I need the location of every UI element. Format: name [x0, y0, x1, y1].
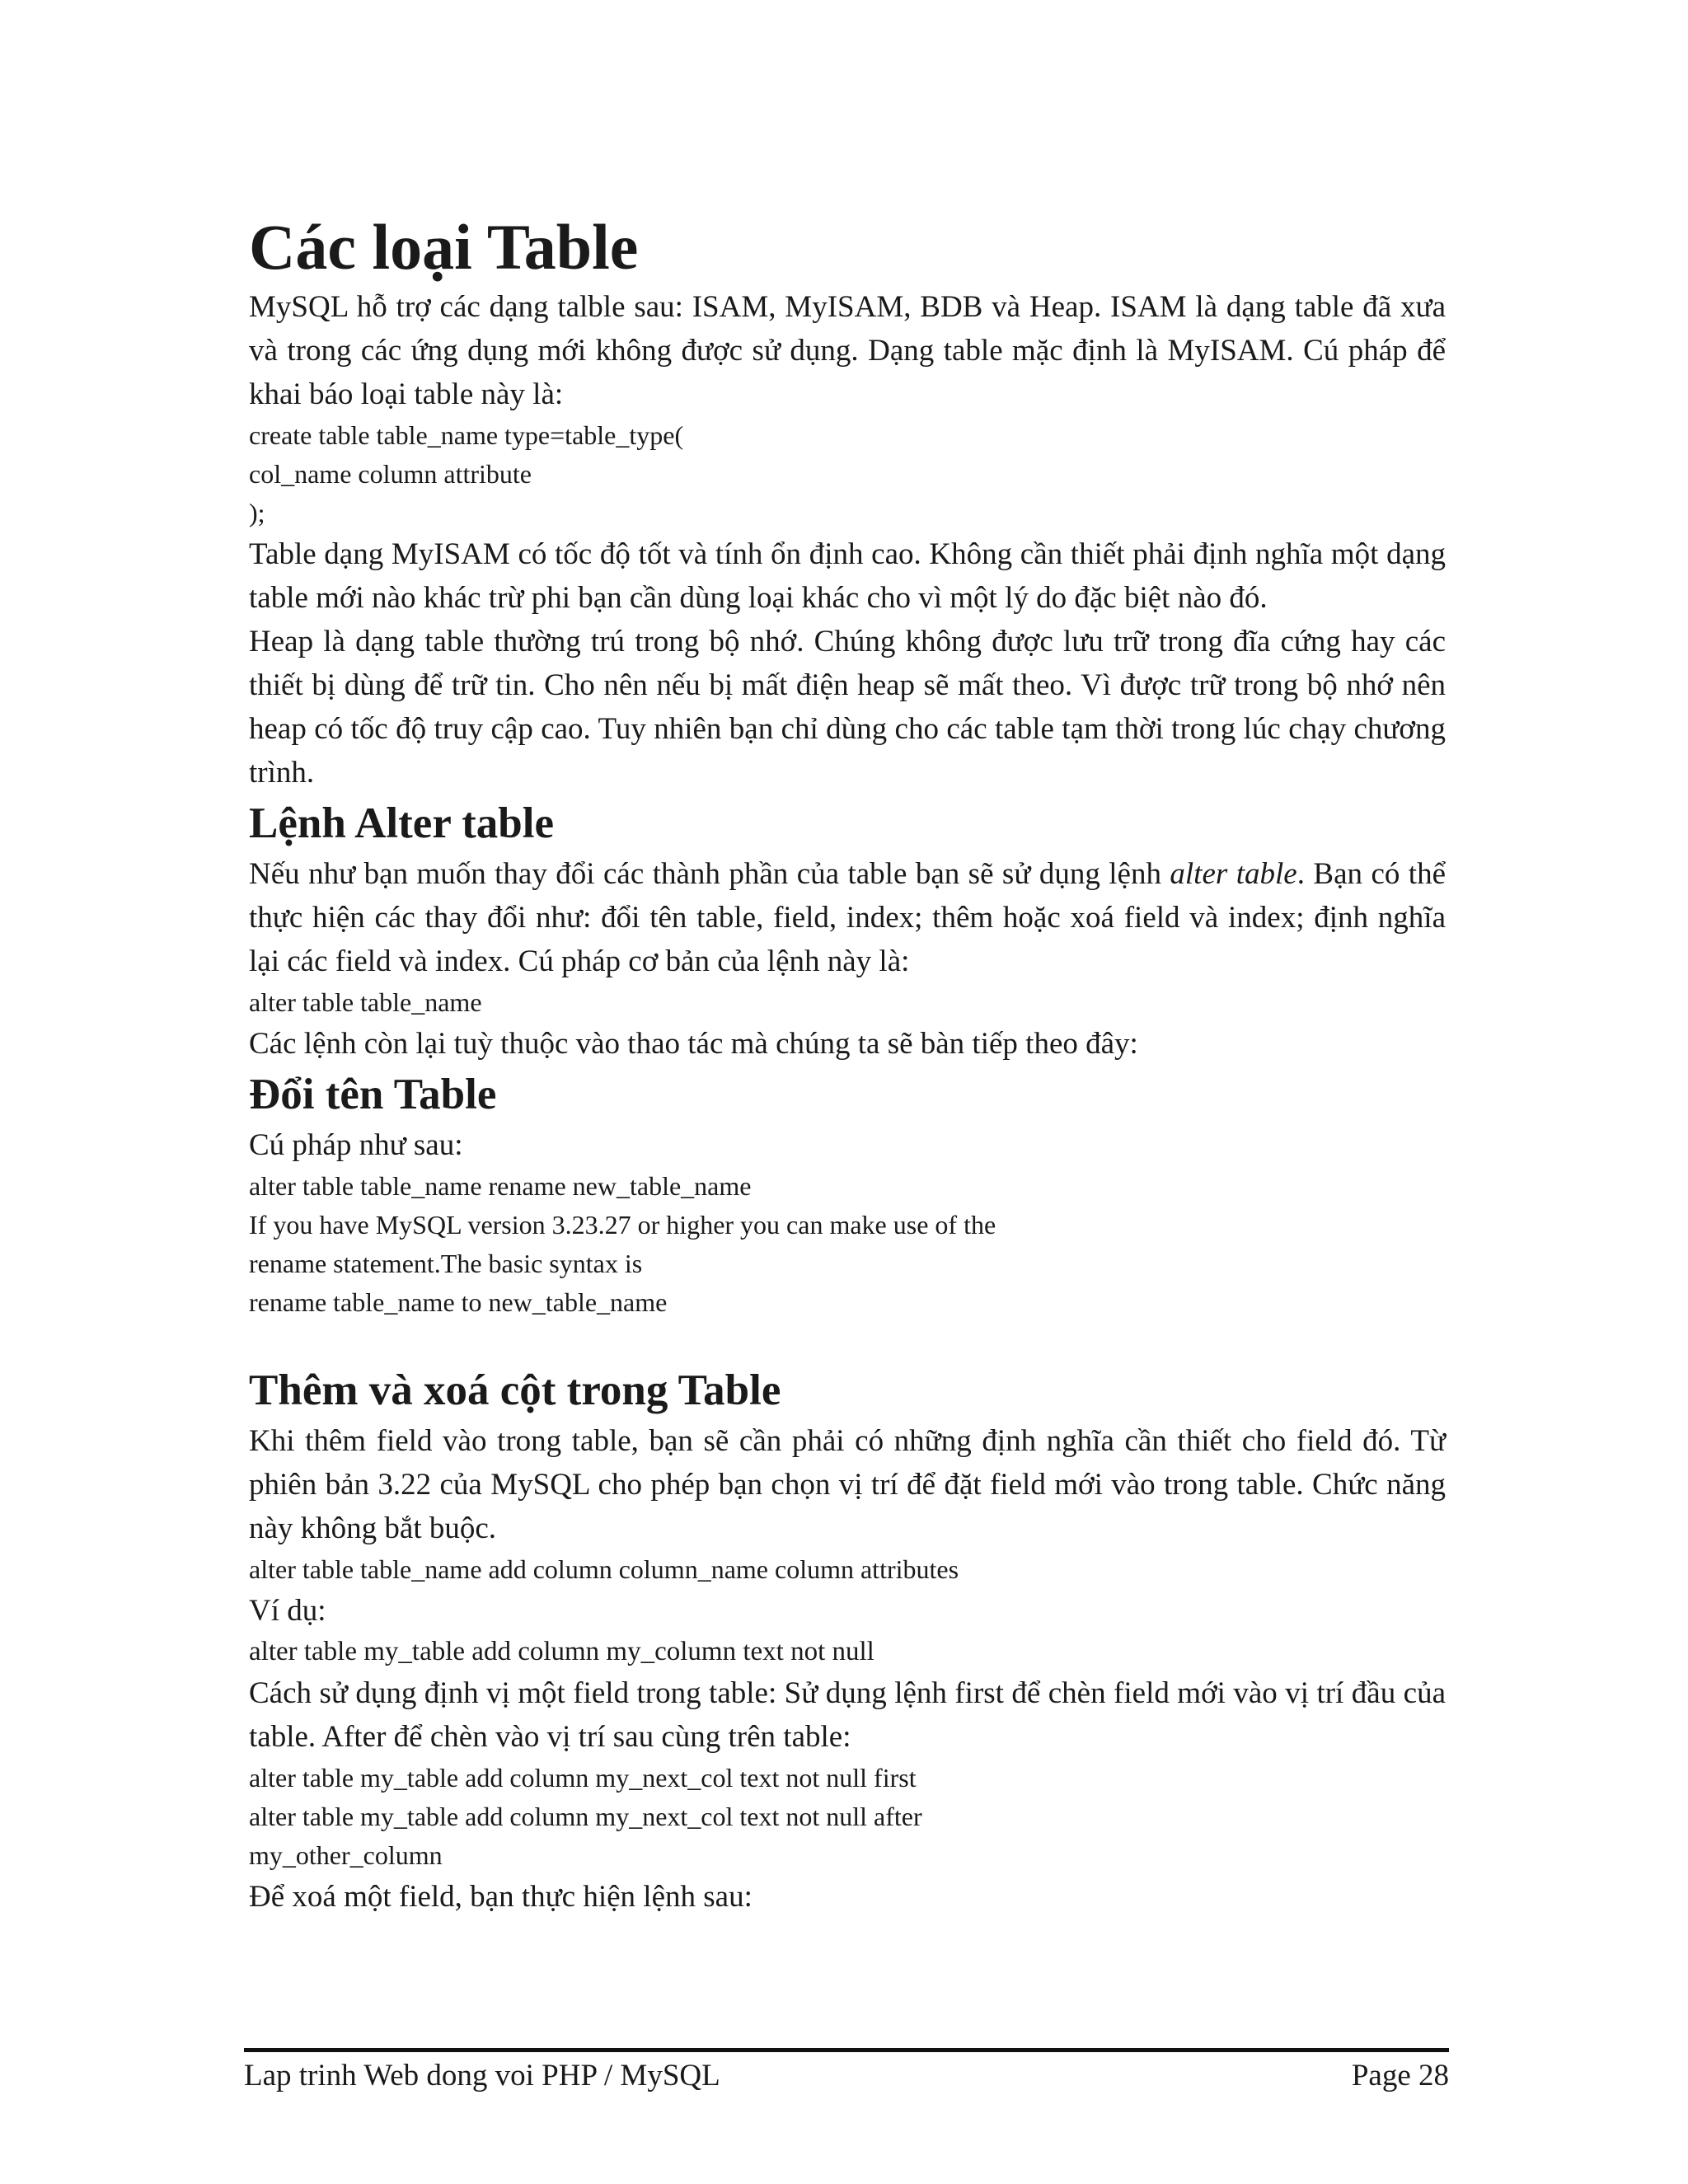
paragraph: Khi thêm field vào trong table, bạn sẽ cần phải có những định nghĩa cần thiết cho field đó. Từ phiên bản 3.22 của MySQL cho phép bạn chọn vị trí để đặt field mới vào trong table. Chức năng này không bắt buộc.: [249, 1424, 1446, 1545]
paragraph: MySQL hỗ trợ các dạng talble sau: ISAM, MyISAM, BDB và Heap. ISAM là dạng table đã xưa và trong các ứng dụng mới không được sử dụng. Dạng table mặc định là MyISAM. Cú pháp để khai báo loại table này là:: [249, 290, 1446, 411]
text-run: . Bạn có thể thực hiện các thay đổi như: đổi tên table, field, index; thêm hoặc xoá field và index; định nghĩa lại các field và index. Cú pháp cơ bản của lệnh này là:: [249, 857, 1447, 978]
code-line: alter table my_table add column my_next_col text not null after: [249, 1802, 922, 1831]
italic-term: alter table: [1170, 857, 1297, 891]
spacer: [249, 1322, 1446, 1361]
code-line: alter table my_table add column my_next_col text not null first: [249, 1763, 917, 1793]
code-line: alter table my_table add column my_column text not null: [249, 1637, 874, 1666]
paragraph: Cú pháp như sau:: [249, 1128, 463, 1162]
section-title-doi-ten-table: Đổi tên Table: [249, 1071, 497, 1118]
text-run: Nếu như bạn muốn thay đổi các thành phần của table bạn sẽ sử dụng lệnh: [249, 857, 1170, 891]
code-line: rename table_name to new_table_name: [249, 1287, 668, 1317]
paragraph: Ví dụ:: [249, 1594, 326, 1628]
paragraph: Table dạng MyISAM có tốc độ tốt và tính ổn định cao. Không cần thiết phải định nghĩa một dạng table mới nào khác trừ phi bạn cần dùng loại khác cho vì một lý do đặc biệt nào đó.: [249, 537, 1446, 615]
section-title-lenh-alter-table: Lệnh Alter table: [249, 799, 555, 847]
footer-row: [244, 2052, 1449, 2097]
code-line: );: [249, 498, 265, 527]
page-footer: [244, 2048, 1449, 2097]
code-line: my_other_column: [249, 1840, 443, 1870]
paragraph: Các lệnh còn lại tuỳ thuộc vào thao tác mà chúng ta sẽ bàn tiếp theo đây:: [249, 1027, 1138, 1061]
section-title-them-xoa-cot: Thêm và xoá cột trong Table: [249, 1366, 781, 1414]
code-line: alter table table_name rename new_table_name: [249, 1171, 752, 1201]
code-line: create table table_name type=table_type(: [249, 420, 684, 450]
section-title-cac-loai-table: Các loại Table: [249, 211, 639, 283]
code-line: If you have MySQL version 3.23.27 or higher you can make use of the: [249, 1210, 996, 1240]
paragraph: Cách sử dụng định vị một field trong table: Sử dụng lệnh first để chèn field mới vào vị trí đầu của table. After để chèn vào vị trí sau cùng trên table:: [249, 1676, 1446, 1754]
footer-page-number: Page 28: [1351, 2059, 1449, 2093]
code-line: rename statement.The basic syntax is: [249, 1249, 643, 1278]
page-content: [249, 206, 1446, 1919]
code-line: col_name column attribute: [249, 459, 532, 489]
paragraph: Heap là dạng table thường trú trong bộ nhớ. Chúng không được lưu trữ trong đĩa cứng hay các thiết bị dùng để trữ tin. Cho nên nếu bị mất điện heap sẽ mất theo. Vì được trữ trong bộ nhớ nên heap có tốc độ truy cập cao. Tuy nhiên bạn chỉ dùng cho các table tạm thời trong lúc chạy chương trình.: [249, 625, 1446, 790]
paragraph: [249, 852, 1446, 983]
code-line: alter table table_name add column column_name column attributes: [249, 1554, 959, 1584]
footer-book-title: Lap trinh Web dong voi PHP / MySQL: [244, 2059, 720, 2093]
code-line: alter table table_name: [249, 987, 482, 1017]
paragraph: Để xoá một field, bạn thực hiện lệnh sau:: [249, 1880, 753, 1914]
